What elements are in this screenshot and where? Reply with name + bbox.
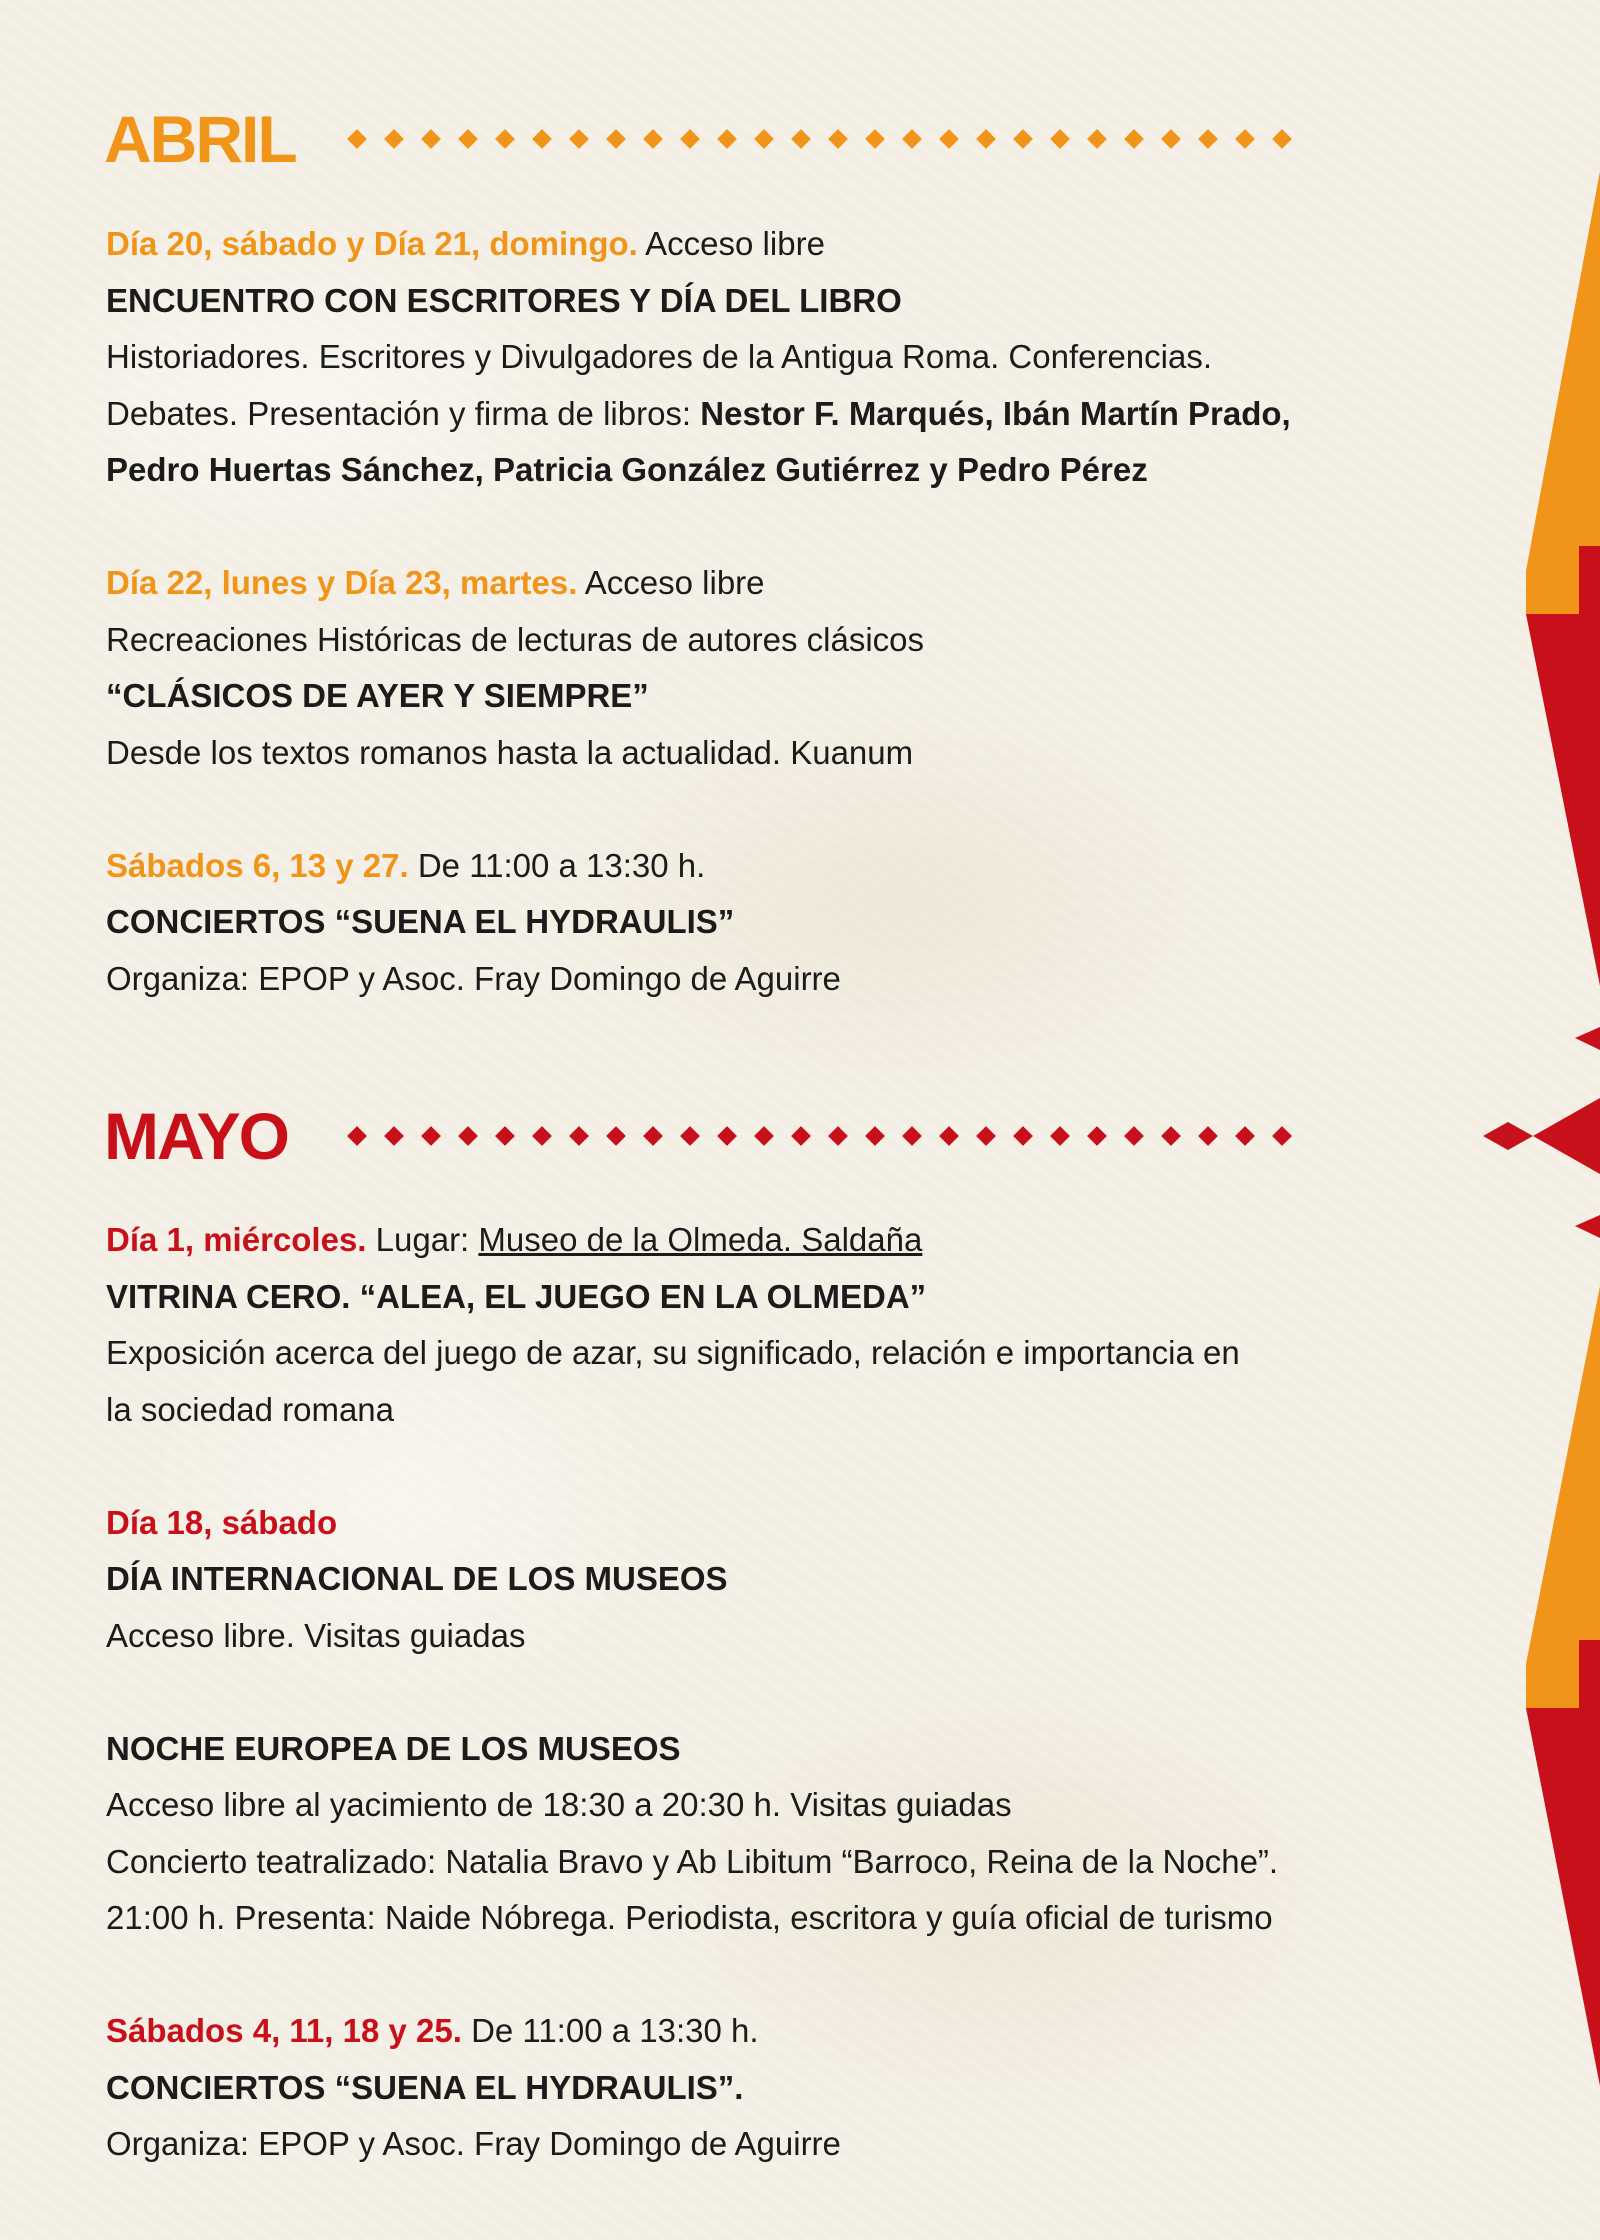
diamond-icon <box>458 1126 478 1146</box>
event-title-bold: DÍA INTERNACIONAL DE LOS MUSEOS <box>106 1560 728 1597</box>
diamond-icon <box>606 129 626 149</box>
event-line <box>106 1212 1486 1269</box>
diamond-icon <box>1050 129 1070 149</box>
event-line <box>106 838 1486 895</box>
event-item <box>106 1721 1486 1947</box>
event-line <box>106 1721 1486 1778</box>
event-title-bold: Nestor F. Marqués, Ibán Martín Prado, <box>700 394 1291 432</box>
diamond-icon <box>754 1126 774 1146</box>
diamond-icon <box>865 129 885 149</box>
diamond-icon <box>569 1126 589 1146</box>
diamond-icon <box>384 1126 404 1146</box>
event-title-bold: ENCUENTRO CON ESCRITORES Y DÍA DEL LIBRO <box>106 281 902 319</box>
diamond-icon <box>939 129 959 149</box>
diamond-icon <box>828 1126 848 1146</box>
event-line <box>106 1890 1486 1947</box>
event-date: Día 22, lunes y Día 23, martes. <box>106 564 578 601</box>
event-date: Día 20, sábado y Día 21, domingo. <box>106 225 638 262</box>
event-text: la sociedad romana <box>106 1390 395 1428</box>
event-line <box>106 386 1486 443</box>
event-line <box>106 1777 1486 1834</box>
event-date: Sábados 6, 13 y 27. <box>106 846 409 884</box>
diamond-icon <box>643 1126 663 1146</box>
event-text: Organiza: EPOP y Asoc. Fray Domingo de Aguirre <box>106 959 841 997</box>
event-item <box>106 1495 1486 1665</box>
event-line <box>106 329 1486 386</box>
event-item <box>106 838 1486 1008</box>
diamond-icon <box>1050 1126 1070 1146</box>
event-line <box>106 668 1486 725</box>
month-title: ABRIL <box>104 102 296 176</box>
diamond-icon <box>1013 129 1033 149</box>
diamond-icon <box>717 129 737 149</box>
diamond-icon <box>1235 1126 1255 1146</box>
event-item <box>106 2003 1486 2173</box>
diamond-icon <box>495 129 515 149</box>
event-line <box>106 1269 1486 1326</box>
event-line <box>106 1495 1486 1552</box>
event-title-bold: CONCIERTOS “SUENA EL HYDRAULIS”. <box>106 2068 744 2106</box>
diamond-icon <box>791 129 811 149</box>
event-item <box>106 1212 1486 1438</box>
event-text: Acceso libre. Visitas guiadas <box>106 1616 526 1654</box>
event-text: De 11:00 a 13:30 h. <box>461 2012 759 2049</box>
diamond-icon <box>1087 1126 1107 1146</box>
event-text: Debates. Presentación y firma de libros: <box>106 394 701 432</box>
diamond-icon <box>1013 1126 1033 1146</box>
event-line <box>106 951 1486 1008</box>
event-line <box>106 2003 1486 2060</box>
diamond-icon <box>606 1126 626 1146</box>
diamond-divider <box>350 99 1289 179</box>
diamond-icon <box>1161 129 1181 149</box>
diamond-icon <box>976 129 996 149</box>
event-line <box>106 2060 1486 2117</box>
diamond-icon <box>1272 129 1292 149</box>
diamond-icon <box>421 129 441 149</box>
lower-arrow-shape <box>1526 1286 1600 2086</box>
diamond-icon <box>1124 1126 1144 1146</box>
diamond-icon <box>1272 1126 1292 1146</box>
event-text: Acceso libre <box>577 564 765 601</box>
event-line <box>106 216 1486 273</box>
event-line <box>106 612 1486 669</box>
month-header-mayo <box>104 1096 288 1176</box>
diamond-icon <box>532 1126 552 1146</box>
event-title-bold: VITRINA CERO. “ALEA, EL JUEGO EN LA OLMEDA” <box>106 1277 927 1315</box>
diamond-icon <box>532 129 552 149</box>
diamond-icon <box>643 129 663 149</box>
diamond-icon <box>865 1126 885 1146</box>
event-text: Organiza: EPOP y Asoc. Fray Domingo de Aguirre <box>106 2125 841 2162</box>
event-line <box>106 1551 1486 1608</box>
diamond-icon <box>1124 129 1144 149</box>
event-item <box>106 555 1486 781</box>
diamond-icon <box>1198 129 1218 149</box>
event-title-bold: CONCIERTOS “SUENA EL HYDRAULIS” <box>106 903 735 940</box>
diamond-icon <box>828 129 848 149</box>
event-text: De 11:00 a 13:30 h. <box>408 846 706 884</box>
upper-arrow-shape <box>1526 171 1600 986</box>
event-text: Lugar: <box>366 1221 479 1258</box>
diamond-icon <box>1087 129 1107 149</box>
event-line <box>106 273 1486 330</box>
month-header-abril <box>104 99 296 179</box>
diamond-icon <box>717 1126 737 1146</box>
diamond-divider <box>350 1096 1289 1176</box>
diamond-icon <box>680 1126 700 1146</box>
diamond-icon <box>939 1126 959 1146</box>
event-date: Día 18, sábado <box>106 1503 338 1541</box>
event-title-bold: Pedro Huertas Sánchez, Patricia González Gutiérrez y Pedro Pérez <box>106 451 1148 488</box>
event-line <box>106 1382 1486 1439</box>
event-text: Recreaciones Históricas de lecturas de autores clásicos <box>106 620 925 658</box>
center-diamond-shape <box>1483 1027 1600 1238</box>
diamond-icon <box>1235 129 1255 149</box>
event-line <box>106 555 1486 612</box>
diamond-icon <box>791 1126 811 1146</box>
event-line <box>106 894 1486 951</box>
diamond-icon <box>754 129 774 149</box>
event-text: Desde los textos romanos hasta la actualidad. Kuanum <box>106 733 914 771</box>
event-line <box>106 1608 1486 1665</box>
diamond-icon <box>495 1126 515 1146</box>
diamond-icon <box>902 129 922 149</box>
event-date: Sábados 4, 11, 18 y 25. <box>106 2012 462 2049</box>
diamond-icon <box>1198 1126 1218 1146</box>
diamond-icon <box>421 1126 441 1146</box>
event-text: Acceso libre al yacimiento de 18:30 a 20:30 h. Visitas guiadas <box>106 1786 1012 1823</box>
diamond-icon <box>902 1126 922 1146</box>
diamond-icon <box>1161 1126 1181 1146</box>
event-text: Exposición acerca del juego de azar, su significado, relación e importancia en <box>106 1334 1240 1371</box>
event-text: Historiadores. Escritores y Divulgadores de la Antigua Roma. Conferencias. <box>106 338 1213 375</box>
event-title-bold: “CLÁSICOS DE AYER Y SIEMPRE” <box>106 677 649 714</box>
event-line <box>106 725 1486 782</box>
diamond-icon <box>976 1126 996 1146</box>
event-line <box>106 1325 1486 1382</box>
diamond-icon <box>458 129 478 149</box>
diamond-icon <box>384 129 404 149</box>
event-line <box>106 1834 1486 1891</box>
month-title: MAYO <box>104 1099 288 1173</box>
event-list-mayo <box>106 1212 1486 2229</box>
event-line <box>106 2116 1486 2173</box>
diamond-icon <box>680 129 700 149</box>
event-title-bold: NOCHE EUROPEA DE LOS MUSEOS <box>106 1729 681 1767</box>
event-date: Día 1, miércoles. <box>106 1221 367 1258</box>
diamond-icon <box>347 1126 367 1146</box>
venue-link[interactable]: Museo de la Olmeda. Saldaña <box>478 1221 923 1258</box>
event-text: Concierto teatralizado: Natalia Bravo y Ab Libitum “Barroco, Reina de la Noche”. <box>106 1842 1279 1880</box>
diamond-icon <box>569 129 589 149</box>
event-item <box>106 216 1486 499</box>
event-line <box>106 442 1486 499</box>
event-text: 21:00 h. Presenta: Naide Nóbrega. Periodista, escritora y guía oficial de turismo <box>106 1899 1273 1936</box>
diamond-icon <box>347 129 367 149</box>
event-text: Acceso libre <box>637 225 825 262</box>
event-list-abril <box>106 216 1486 1064</box>
